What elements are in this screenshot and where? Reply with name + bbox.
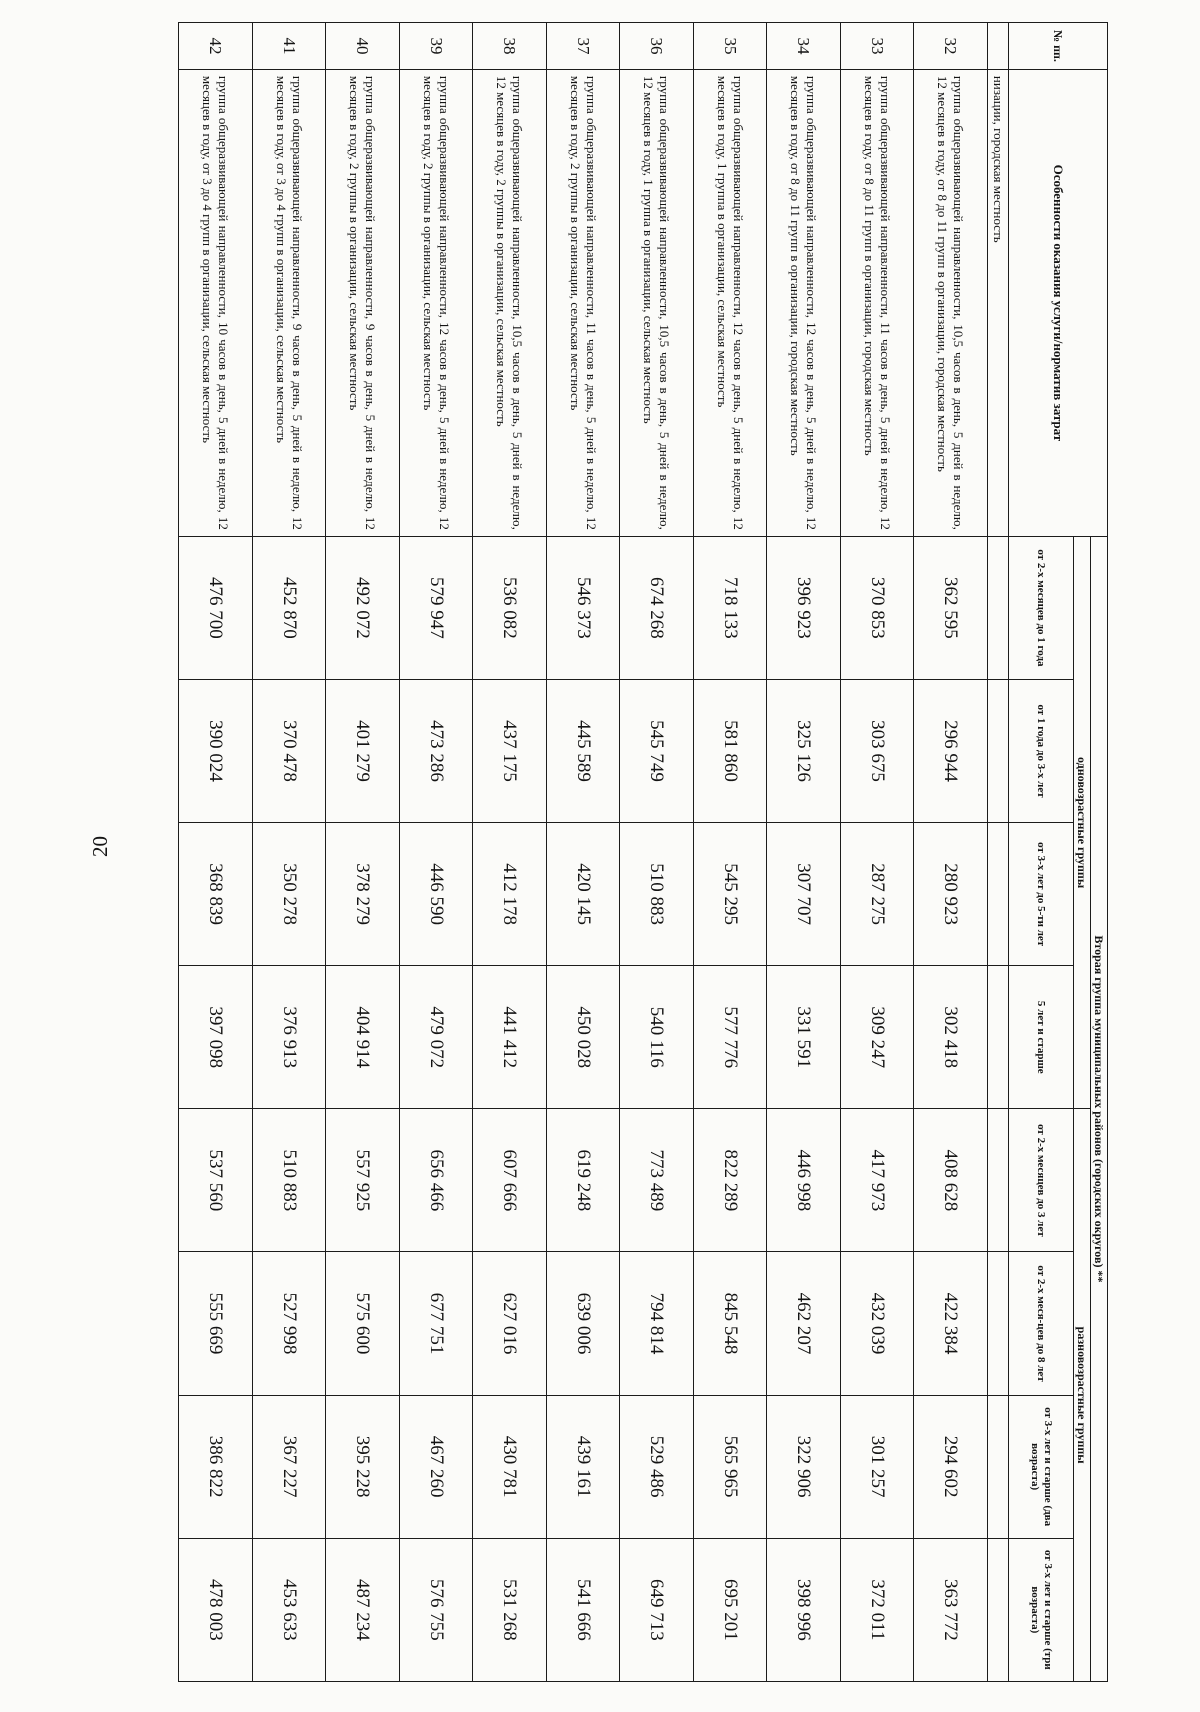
header-row-1 bbox=[1091, 23, 1108, 1682]
cost-value-cell: 287 275 bbox=[840, 823, 914, 966]
cost-value-cell: 527 998 bbox=[252, 1252, 326, 1395]
table-row bbox=[840, 23, 914, 1682]
cost-value-cell: 350 278 bbox=[252, 823, 326, 966]
cost-value-cell: 322 906 bbox=[767, 1395, 841, 1538]
row-description: группа общеразвивающей направленности, 11 часов в день, 5 дней в неделю, 12 месяцев в году, от 8 до 11 групп в организации, городская местность bbox=[840, 69, 914, 536]
cost-value-cell: 280 923 bbox=[914, 823, 988, 966]
row-description: группа общеразвивающей направленности, 9 часов в день, 5 дней в неделю, 12 месяцев в году, 2 группы в организации, сельская местность bbox=[326, 69, 400, 536]
cost-value-cell: 408 628 bbox=[914, 1109, 988, 1252]
cost-value-cell: 581 860 bbox=[693, 679, 767, 822]
column-header-age: от 3-х лет и старше (два возраста) bbox=[1009, 1395, 1074, 1538]
cost-value-cell: 476 700 bbox=[179, 536, 253, 679]
row-description: группа общеразвивающей направленности, 10,5 часов в день, 5 дней в неделю, 12 месяцев в году, 2 группы в организации, сельская местность bbox=[473, 69, 547, 536]
cost-value-cell: 473 286 bbox=[399, 679, 473, 822]
table-row bbox=[767, 23, 841, 1682]
cost-value-cell: 420 145 bbox=[546, 823, 620, 966]
table-row bbox=[326, 23, 400, 1682]
cost-value-cell: 773 489 bbox=[620, 1109, 694, 1252]
row-number: 42 bbox=[179, 23, 253, 70]
cost-value-cell: 439 161 bbox=[546, 1395, 620, 1538]
cost-value-cell: 398 996 bbox=[767, 1538, 841, 1681]
cost-value-cell: 557 925 bbox=[326, 1109, 400, 1252]
cost-value-cell: 541 666 bbox=[546, 1538, 620, 1681]
cost-value-cell: 401 279 bbox=[326, 679, 400, 822]
cost-value-cell: 446 590 bbox=[399, 823, 473, 966]
cost-norms-table bbox=[178, 22, 1108, 1682]
cost-value-cell: 437 175 bbox=[473, 679, 547, 822]
cost-value-cell: 372 011 bbox=[840, 1538, 914, 1681]
cost-value-cell: 432 039 bbox=[840, 1252, 914, 1395]
empty-cell bbox=[987, 823, 1008, 966]
row-number: 37 bbox=[546, 23, 620, 70]
continuation-num-cell bbox=[987, 23, 1008, 70]
cost-value-cell: 492 072 bbox=[326, 536, 400, 679]
row-number: 33 bbox=[840, 23, 914, 70]
cost-value-cell: 649 713 bbox=[620, 1538, 694, 1681]
cost-value-cell: 695 201 bbox=[693, 1538, 767, 1681]
cost-value-cell: 404 914 bbox=[326, 966, 400, 1109]
cost-value-cell: 565 965 bbox=[693, 1395, 767, 1538]
cost-value-cell: 487 234 bbox=[326, 1538, 400, 1681]
cost-value-cell: 378 279 bbox=[326, 823, 400, 966]
cost-value-cell: 325 126 bbox=[767, 679, 841, 822]
cost-value-cell: 370 478 bbox=[252, 679, 326, 822]
cost-value-cell: 555 669 bbox=[179, 1252, 253, 1395]
row-description: группа общеразвивающей направленности, 11 часов в день, 5 дней в неделю, 12 месяцев в году, 2 группы в организации, сельская местность bbox=[546, 69, 620, 536]
table-row bbox=[399, 23, 473, 1682]
cost-value-cell: 845 548 bbox=[693, 1252, 767, 1395]
empty-cell bbox=[987, 1395, 1008, 1538]
row-description: группа общеразвивающей направленности, 10,5 часов в день, 5 дней в неделю, 12 месяцев в году, от 8 до 11 групп в организации, городская местность bbox=[914, 69, 988, 536]
cost-value-cell: 368 839 bbox=[179, 823, 253, 966]
empty-cell bbox=[987, 679, 1008, 822]
column-header-age: от 3-х лет до 5-ти лет bbox=[1009, 823, 1074, 966]
empty-cell bbox=[987, 1109, 1008, 1252]
column-header-description: Особенности оказания услуги/норматив затрат bbox=[1009, 69, 1108, 536]
column-header-age: от 3-х лет и старше (три возраста) bbox=[1009, 1538, 1074, 1681]
cost-value-cell: 579 947 bbox=[399, 536, 473, 679]
cost-value-cell: 462 207 bbox=[767, 1252, 841, 1395]
cost-value-cell: 545 295 bbox=[693, 823, 767, 966]
cost-value-cell: 396 923 bbox=[767, 536, 841, 679]
table-row bbox=[914, 23, 988, 1682]
cost-value-cell: 794 814 bbox=[620, 1252, 694, 1395]
column-header-age: от 2-х месяцев до 1 года bbox=[1009, 536, 1074, 679]
cost-value-cell: 367 227 bbox=[252, 1395, 326, 1538]
row-description: группа общеразвивающей направленности, 10,5 часов в день, 5 дней в неделю, 12 месяцев в году, 1 группа в организации, сельская местность bbox=[620, 69, 694, 536]
cost-value-cell: 390 024 bbox=[179, 679, 253, 822]
column-header-number: № пп. bbox=[1009, 23, 1108, 70]
cost-value-cell: 395 228 bbox=[326, 1395, 400, 1538]
cost-value-cell: 529 486 bbox=[620, 1395, 694, 1538]
cost-value-cell: 627 016 bbox=[473, 1252, 547, 1395]
cost-value-cell: 363 772 bbox=[914, 1538, 988, 1681]
cost-value-cell: 309 247 bbox=[840, 966, 914, 1109]
column-header-age: от 1 года до 3-х лет bbox=[1009, 679, 1074, 822]
cost-value-cell: 422 384 bbox=[914, 1252, 988, 1395]
cost-value-cell: 537 560 bbox=[179, 1109, 253, 1252]
cost-value-cell: 386 822 bbox=[179, 1395, 253, 1538]
table-row bbox=[546, 23, 620, 1682]
cost-value-cell: 510 883 bbox=[620, 823, 694, 966]
cost-value-cell: 307 707 bbox=[767, 823, 841, 966]
cost-value-cell: 546 373 bbox=[546, 536, 620, 679]
table-row bbox=[620, 23, 694, 1682]
row-description: группа общеразвивающей направленности, 10 часов в день, 5 дней в неделю, 12 месяцев в году, от 3 до 4 групп в организации, сельская местность bbox=[179, 69, 253, 536]
table-row bbox=[693, 23, 767, 1682]
row-number: 34 bbox=[767, 23, 841, 70]
single-age-header: одновозрастные группы bbox=[1074, 536, 1091, 1109]
cost-value-cell: 822 289 bbox=[693, 1109, 767, 1252]
row-number: 41 bbox=[252, 23, 326, 70]
cost-value-cell: 362 595 bbox=[914, 536, 988, 679]
table-row bbox=[252, 23, 326, 1682]
empty-cell bbox=[987, 1538, 1008, 1681]
cost-value-cell: 718 133 bbox=[693, 536, 767, 679]
cost-value-cell: 577 776 bbox=[693, 966, 767, 1109]
cost-value-cell: 376 913 bbox=[252, 966, 326, 1109]
column-header-age: от 2-х меся-цев до 8 лет bbox=[1009, 1252, 1074, 1395]
cost-value-cell: 412 178 bbox=[473, 823, 547, 966]
empty-cell bbox=[987, 966, 1008, 1109]
cost-value-cell: 331 591 bbox=[767, 966, 841, 1109]
cost-value-cell: 370 853 bbox=[840, 536, 914, 679]
cost-value-cell: 453 633 bbox=[252, 1538, 326, 1681]
row-description: группа общеразвивающей направленности, 12 часов в день, 5 дней в неделю, 12 месяцев в году, от 8 до 11 групп в организации, городская местность bbox=[767, 69, 841, 536]
cost-value-cell: 536 082 bbox=[473, 536, 547, 679]
cost-value-cell: 531 268 bbox=[473, 1538, 547, 1681]
cost-value-cell: 575 600 bbox=[326, 1252, 400, 1395]
cost-value-cell: 445 589 bbox=[546, 679, 620, 822]
row-number: 36 bbox=[620, 23, 694, 70]
empty-cell bbox=[987, 536, 1008, 679]
cost-value-cell: 441 412 bbox=[473, 966, 547, 1109]
group-header: Вторая группа муниципальных районов (городских округов) ** bbox=[1091, 536, 1108, 1681]
continuation-row bbox=[987, 23, 1008, 1682]
cost-value-cell: 639 006 bbox=[546, 1252, 620, 1395]
cost-value-cell: 478 003 bbox=[179, 1538, 253, 1681]
cost-value-cell: 479 072 bbox=[399, 966, 473, 1109]
cost-value-cell: 674 268 bbox=[620, 536, 694, 679]
empty-cell bbox=[987, 1252, 1008, 1395]
cost-value-cell: 417 973 bbox=[840, 1109, 914, 1252]
cost-value-cell: 446 998 bbox=[767, 1109, 841, 1252]
cost-value-cell: 510 883 bbox=[252, 1109, 326, 1252]
cost-value-cell: 397 098 bbox=[179, 966, 253, 1109]
column-header-age: от 2-х месяцев до 3 лет bbox=[1009, 1109, 1074, 1252]
cost-value-cell: 467 260 bbox=[399, 1395, 473, 1538]
cost-value-cell: 303 675 bbox=[840, 679, 914, 822]
cost-value-cell: 302 418 bbox=[914, 966, 988, 1109]
row-number: 39 bbox=[399, 23, 473, 70]
cost-value-cell: 619 248 bbox=[546, 1109, 620, 1252]
table-row bbox=[179, 23, 253, 1682]
cost-value-cell: 294 602 bbox=[914, 1395, 988, 1538]
rotated-table-container bbox=[178, 22, 1108, 1682]
page-number: 20 bbox=[88, 836, 112, 858]
row-description: группа общеразвивающей направленности, 12 часов в день, 5 дней в неделю, 12 месяцев в году, 2 группы в организации, сельская местность bbox=[399, 69, 473, 536]
cost-value-cell: 576 755 bbox=[399, 1538, 473, 1681]
cost-value-cell: 545 749 bbox=[620, 679, 694, 822]
row-number: 35 bbox=[693, 23, 767, 70]
cost-value-cell: 301 257 bbox=[840, 1395, 914, 1538]
cost-value-cell: 607 666 bbox=[473, 1109, 547, 1252]
row-number: 40 bbox=[326, 23, 400, 70]
table-row bbox=[473, 23, 547, 1682]
row-description: группа общеразвивающей направленности, 12 часов в день, 5 дней в неделю, 12 месяцев в году, 1 группа в организации, сельская местность bbox=[693, 69, 767, 536]
row-description: группа общеразвивающей направленности, 9 часов в день, 5 дней в неделю, 12 месяцев в году, от 3 до 4 групп в организации, сельская местность bbox=[252, 69, 326, 536]
cost-value-cell: 677 751 bbox=[399, 1252, 473, 1395]
row-number: 38 bbox=[473, 23, 547, 70]
cost-value-cell: 296 944 bbox=[914, 679, 988, 822]
mixed-age-header: разновозрастные группы bbox=[1074, 1109, 1091, 1682]
continuation-text: низации, городская местность bbox=[987, 69, 1008, 536]
cost-value-cell: 540 116 bbox=[620, 966, 694, 1109]
cost-value-cell: 452 870 bbox=[252, 536, 326, 679]
cost-value-cell: 656 466 bbox=[399, 1109, 473, 1252]
row-number: 32 bbox=[914, 23, 988, 70]
cost-value-cell: 430 781 bbox=[473, 1395, 547, 1538]
cost-value-cell: 450 028 bbox=[546, 966, 620, 1109]
column-header-age: 5 лет и старше bbox=[1009, 966, 1074, 1109]
